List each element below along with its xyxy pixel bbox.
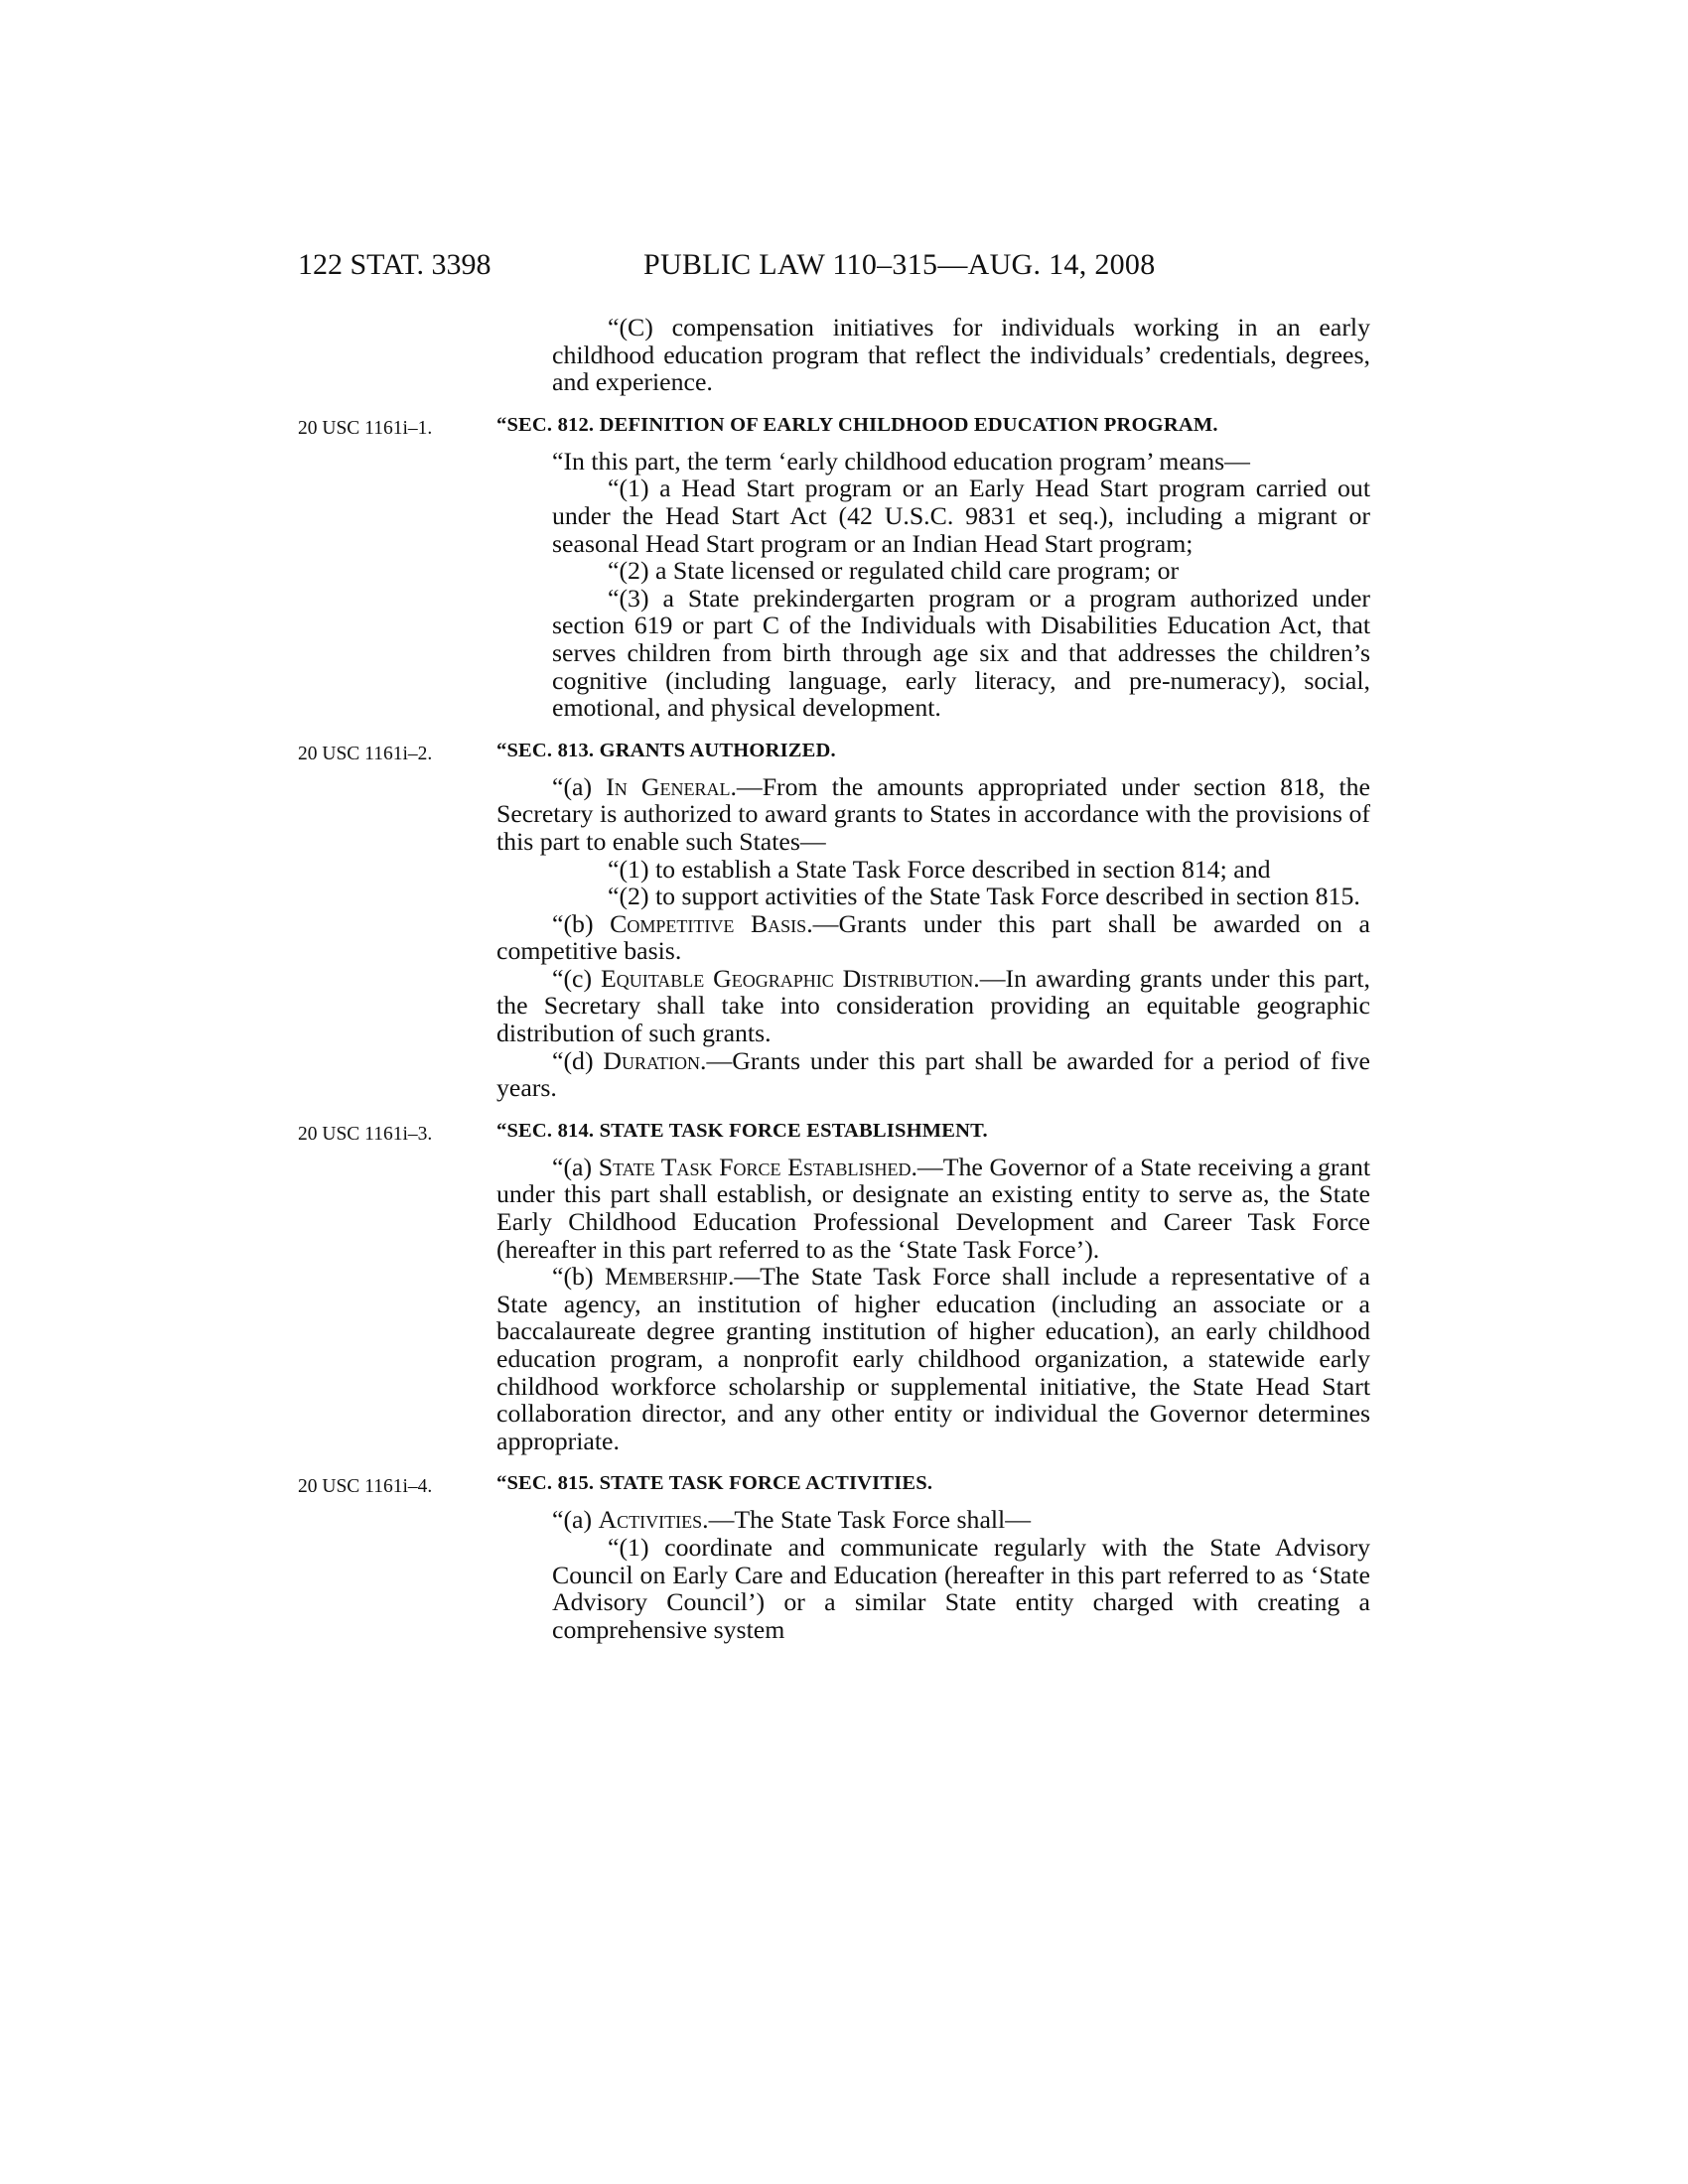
- sec815-subsection-a: [496, 1506, 1370, 1534]
- sec812-item-1: “(1) a Head Start program or an Early Head Start program carried out under the Head Start Act (42 U.S.C. 9831 et seq.), including a migrant or seasonal Head Start program or an Indian Head Start program;: [552, 474, 1370, 558]
- sub-label: “(d): [552, 1045, 604, 1075]
- sub-label: “(a): [552, 771, 607, 801]
- opening-block: [298, 314, 1370, 396]
- sec812-item-2: “(2) a State licensed or regulated child care program; or: [608, 556, 1180, 586]
- sub-caption: Equitable Geographic Distribution: [600, 963, 974, 993]
- sub-caption: Duration: [603, 1045, 701, 1075]
- stat-page-number: 122 STAT. 3398: [298, 248, 492, 281]
- sub-text: .—The State Task Force shall—: [702, 1505, 1032, 1535]
- sub-label: “(b): [552, 1262, 605, 1292]
- sub-text: .—Grants under this part shall be awarded on a competitive basis.: [496, 908, 1371, 966]
- section-heading-813: “SEC. 813. GRANTS AUTHORIZED.: [496, 739, 836, 761]
- sec815-item-1: “(1) coordinate and communicate regularly with the State Advisory Council on Early Care and Education (hereafter in this part referred to as ‘State Advisory Council’) or a similar State entity charged with creating a comprehensive system: [552, 1532, 1370, 1644]
- sub-label: “(a): [552, 1152, 599, 1181]
- sub-label: “(c): [552, 963, 601, 993]
- sec813-item-2: “(2) to support activities of the State Task Force described in section 815.: [608, 882, 1360, 911]
- section-815: [298, 1470, 1370, 1643]
- sub-label: “(b): [552, 908, 611, 938]
- sub-text: .—In awarding grants under this part, the Secretary shall take into consideration providing an equitable geographic distribution of such grants.: [496, 963, 1370, 1048]
- section-814: [298, 1118, 1370, 1455]
- sec813-item-1: “(1) to establish a State Task Force described in section 814; and: [608, 854, 1271, 884]
- sec814-subsection-b: [496, 1263, 1370, 1454]
- sub-text: .—The State Task Force shall include a representative of a State agency, an institution of higher education (including an associate or a baccalaureate degree granting institution of higher education), an early childhood education program, a nonprofit early childhood organization, a statewide early childhood workforce scholarship or supplemental initiative, the State Head Start collaboration director, and any other entity or individual the Governor determines appropriate.: [496, 1262, 1371, 1455]
- sec813-subsection-c: [496, 965, 1370, 1047]
- sub-caption: Activities: [598, 1505, 703, 1535]
- margin-note-813: 20 USC 1161i–2.: [298, 743, 433, 764]
- margin-note-815: 20 USC 1161i–4.: [298, 1476, 433, 1498]
- sub-text: .—Grants under this part shall be awarded for a period of five years.: [496, 1045, 1370, 1103]
- section-heading-814: “SEC. 814. STATE TASK FORCE ESTABLISHMENT.: [496, 1119, 988, 1142]
- document-body: [298, 314, 1370, 1643]
- sec812-item-3: “(3) a State prekindergarten program or a program authorized under section 619 or part C of the Individuals with Disabilities Education Act, that serves children from birth through age six and that addresses the children’s cognitive (including language, early literacy, and pre-numeracy), social, emotional, and physical development.: [552, 583, 1370, 723]
- sub-text: .—From the amounts appropriated under section 818, the Secretary is authorized to award grants to States in accordance with the provisions of this part to enable such States—: [496, 771, 1370, 856]
- section-813: [298, 738, 1370, 1102]
- margin-note-812: 20 USC 1161i–1.: [298, 417, 433, 439]
- law-title: PUBLIC LAW 110–315—AUG. 14, 2008: [643, 248, 1156, 281]
- section-812: [298, 412, 1370, 722]
- sec813-subsection-b: [496, 910, 1370, 965]
- sub-caption: Competitive Basis: [610, 908, 807, 938]
- sec813-subsection-a: [496, 773, 1370, 856]
- sub-caption: In General: [606, 771, 731, 801]
- sub-label: “(a): [552, 1505, 599, 1535]
- sec814-subsection-a: [496, 1154, 1370, 1263]
- sub-caption: Membership: [604, 1262, 728, 1292]
- running-header: [298, 248, 1360, 288]
- section-heading-815: “SEC. 815. STATE TASK FORCE ACTIVITIES.: [496, 1472, 933, 1495]
- sec813-subsection-d: [496, 1047, 1370, 1102]
- sec812-intro: “In this part, the term ‘early childhood education program’ means—: [552, 446, 1250, 476]
- sub-caption: State Task Force Established: [598, 1152, 912, 1181]
- section-heading-812: “SEC. 812. DEFINITION OF EARLY CHILDHOOD EDUCATION PROGRAM.: [496, 413, 1218, 436]
- item-c-compensation: “(C) compensation initiatives for individuals working in an early childhood education program that reflect the individuals’ credentials, degrees, and experience.: [552, 313, 1370, 397]
- sub-text: .—The Governor of a State receiving a grant under this part shall establish, or designate an existing entity to serve as, the State Early Childhood Education Professional Development and Career Task Force (hereafter in this part referred to as the ‘State Task Force’).: [496, 1152, 1371, 1264]
- margin-note-814: 20 USC 1161i–3.: [298, 1123, 433, 1145]
